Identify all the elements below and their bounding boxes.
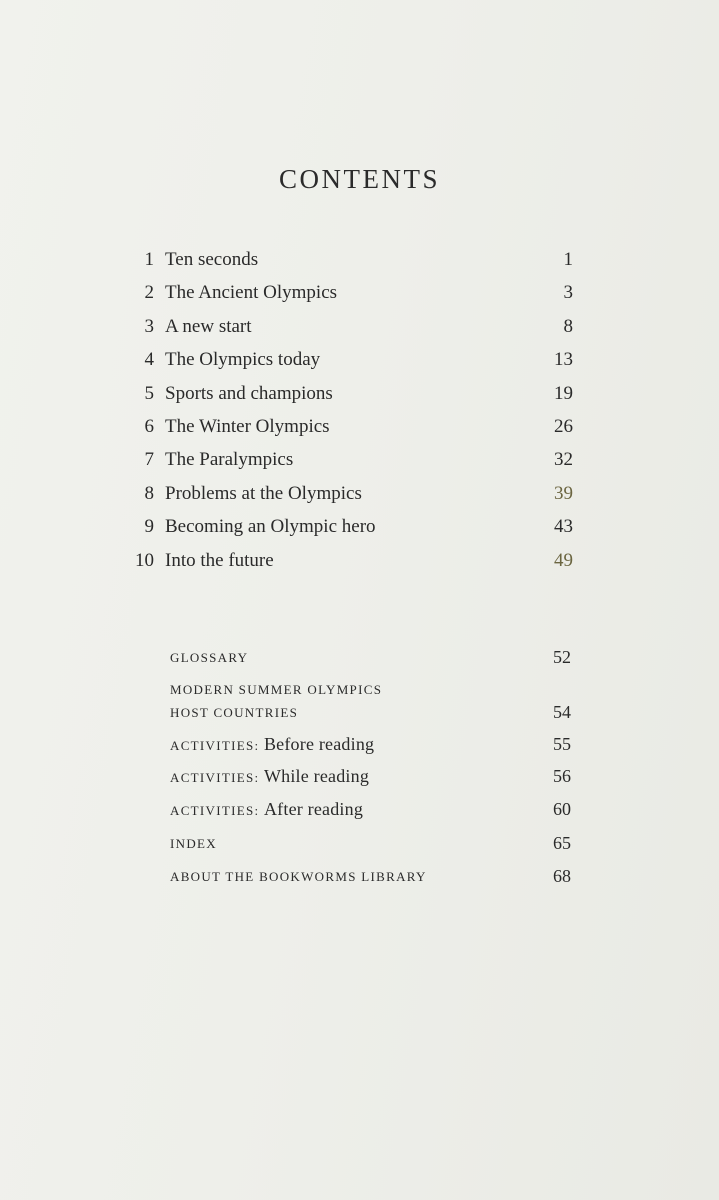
chapter-title: Into the future bbox=[165, 549, 274, 571]
activities-after-page: 60 bbox=[553, 799, 571, 819]
activities-before-label bbox=[170, 734, 374, 755]
chapter-page: 3 bbox=[563, 282, 573, 304]
page-title: CONTENTS bbox=[279, 164, 440, 194]
chapter-title: Problems at the Olympics bbox=[165, 482, 362, 504]
chapter-row bbox=[0, 377, 719, 410]
chapter-row bbox=[0, 477, 719, 510]
glossary-page: 52 bbox=[553, 647, 571, 667]
chapter-number: 3 bbox=[144, 315, 154, 337]
chapter-page: 8 bbox=[563, 315, 573, 337]
activities-before-page: 55 bbox=[553, 734, 571, 754]
chapter-number: 2 bbox=[144, 282, 154, 304]
chapter-row bbox=[0, 510, 719, 543]
chapter-number: 4 bbox=[144, 349, 154, 371]
activities-while-text: While reading bbox=[263, 766, 370, 786]
chapter-row bbox=[0, 443, 719, 476]
chapter-number: 6 bbox=[144, 415, 154, 437]
hosts-page: 54 bbox=[553, 702, 571, 722]
chapter-number: 7 bbox=[144, 449, 154, 471]
hosts-label-line2: HOST COUNTRIES bbox=[170, 705, 299, 720]
chapter-number: 5 bbox=[144, 382, 154, 404]
chapter-row bbox=[0, 310, 719, 343]
chapter-row bbox=[0, 544, 719, 577]
chapter-title: The Paralympics bbox=[165, 449, 294, 471]
chapter-page: 49 bbox=[554, 549, 573, 571]
chapter-number: 1 bbox=[144, 249, 154, 270]
glossary-label: GLOSSARY bbox=[170, 650, 249, 665]
chapter-row bbox=[0, 243, 719, 276]
chapter-page: 32 bbox=[554, 449, 573, 471]
chapter-row bbox=[0, 276, 719, 309]
chapter-page: 39 bbox=[554, 482, 573, 504]
chapter-page: 43 bbox=[554, 516, 573, 538]
chapter-row bbox=[0, 410, 719, 443]
chapter-title: The Winter Olympics bbox=[165, 415, 330, 437]
about-page: 68 bbox=[553, 866, 571, 886]
chapter-row bbox=[0, 343, 719, 376]
activities-while-page: 56 bbox=[553, 766, 571, 786]
chapter-list bbox=[0, 243, 719, 577]
chapter-title: Ten seconds bbox=[165, 249, 259, 270]
index-page: 65 bbox=[553, 833, 571, 853]
chapter-page: 13 bbox=[554, 349, 573, 371]
chapter-number: 8 bbox=[144, 482, 154, 504]
activities-before-text: Before reading bbox=[263, 734, 375, 754]
activities-prefix: ACTIVITIES: bbox=[170, 803, 260, 818]
chapter-title: Sports and champions bbox=[165, 382, 333, 404]
activities-after-text: After reading bbox=[263, 799, 364, 819]
activities-prefix: ACTIVITIES: bbox=[170, 770, 260, 785]
about-label: ABOUT THE BOOKWORMS LIBRARY bbox=[170, 869, 427, 884]
chapter-page: 1 bbox=[563, 249, 573, 270]
chapter-title: Becoming an Olympic hero bbox=[165, 516, 376, 538]
chapter-page: 26 bbox=[554, 415, 573, 437]
chapter-title: The Ancient Olympics bbox=[165, 282, 338, 304]
chapter-page: 19 bbox=[554, 382, 573, 404]
activities-after-label bbox=[170, 799, 363, 820]
hosts-label-line1: MODERN SUMMER OLYMPICS bbox=[170, 682, 383, 697]
chapter-title: The Olympics today bbox=[165, 349, 321, 371]
chapter-number: 9 bbox=[144, 516, 154, 538]
chapter-number: 10 bbox=[135, 549, 154, 571]
activities-while-label bbox=[170, 766, 369, 787]
activities-prefix: ACTIVITIES: bbox=[170, 738, 260, 753]
index-label: INDEX bbox=[170, 836, 217, 851]
chapter-title: A new start bbox=[165, 315, 252, 337]
